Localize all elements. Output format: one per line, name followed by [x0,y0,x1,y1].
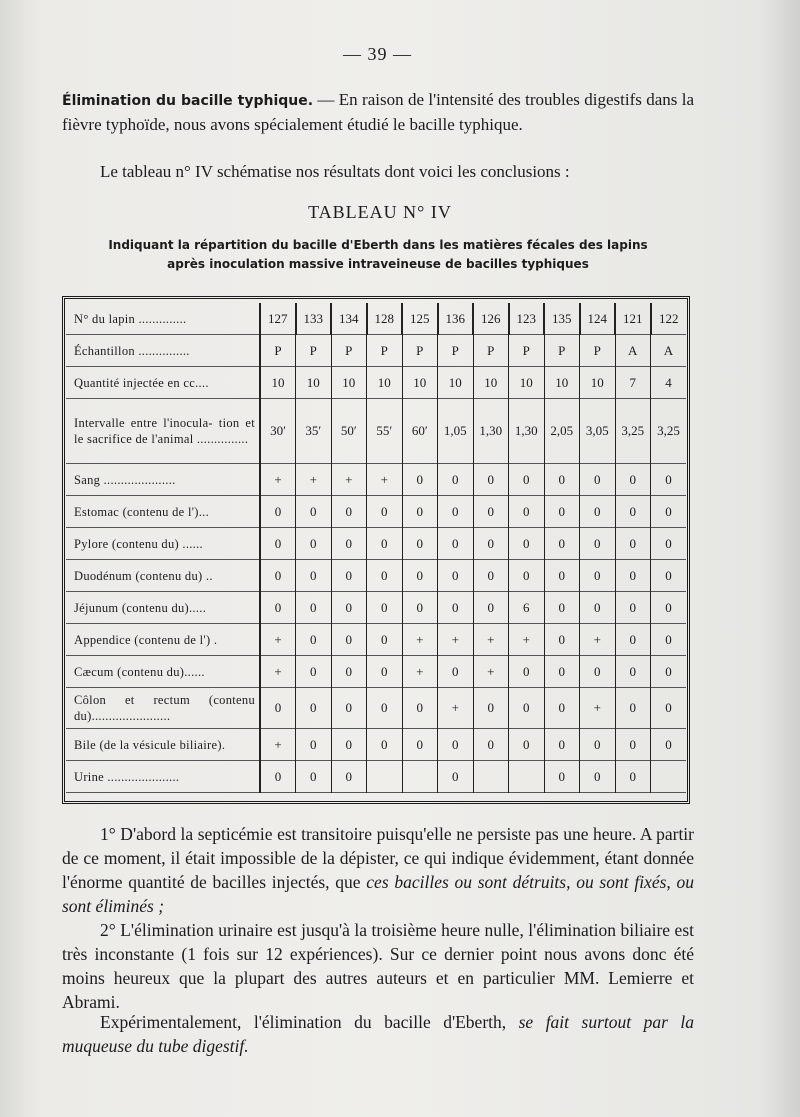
table-cell: 0 [260,592,296,624]
table-cell: 10 [438,367,474,399]
row-label: Pylore (contenu du) ...... [66,528,260,560]
table-cell: 10 [331,367,367,399]
table-cell: 0 [402,729,438,761]
table-cell: P [331,335,367,367]
conclusion-1-text: 1° D'abord la septicémie est transitoire puisqu'elle ne persiste pas une heure. A partir de ce moment, il était impossible de la dépister, ce qui indique évidemment, étant donnée l'énorme quantité de bacilles injectés, que [62,824,694,892]
table-cell: 55′ [367,399,403,464]
conclusion-3-text: Expérimentalement, l'élimination du bacille d'Eberth, [100,1012,519,1032]
table-cell: P [544,335,580,367]
row-label: Cæcum (contenu du)...... [66,656,260,688]
table-row [66,464,686,496]
table-cell: 0 [651,729,687,761]
table-cell: 0 [509,729,545,761]
table-cell: + [473,624,509,656]
table-cell: 0 [651,464,687,496]
table-row [66,496,686,528]
page-number: — 39 — [343,44,412,64]
table-cell: 0 [473,560,509,592]
table-cell: + [580,688,616,729]
table-cell: 0 [580,528,616,560]
table-cell: 0 [367,688,403,729]
table-cell: 0 [296,688,332,729]
table-cell: 0 [331,761,367,793]
table-cell: 10 [580,367,616,399]
conclusion-1-italic: ces bacilles ou sont détruits, ou sont fixés, ou sont éliminés ; [62,872,694,916]
table-cell: 0 [438,761,474,793]
table-cell: 0 [544,624,580,656]
table-cell: 0 [615,729,651,761]
table-cell: 0 [651,688,687,729]
table-cell: 3,25 [651,399,687,464]
table-cell: P [402,335,438,367]
table-cell: 0 [296,528,332,560]
table-row [66,688,686,729]
table-cell: 0 [580,729,616,761]
table-cell [367,761,403,793]
table-cell: 0 [331,729,367,761]
table-cell: P [473,335,509,367]
table-cell: 0 [580,761,616,793]
table-cell: 0 [509,560,545,592]
table-cell: 127 [260,303,296,335]
intro-line2: Le tableau n° IV schématise nos résultats dont voici les conclusions : [100,162,570,181]
table-cell: 0 [615,592,651,624]
section-heading: Élimination du bacille typhique. [62,93,314,109]
table-subtitle [62,236,694,274]
table-cell: 123 [509,303,545,335]
table-cell: 0 [509,688,545,729]
table-cell: + [438,688,474,729]
table-cell: 4 [651,367,687,399]
table-cell: P [296,335,332,367]
table-cell: 0 [438,729,474,761]
table-cell: 0 [331,528,367,560]
table-cell: 0 [544,761,580,793]
table-cell: 0 [544,560,580,592]
row-label: Intervalle entre l'inocula- tion et le sacrifice de l'animal ............... [66,399,260,464]
table-cell: 10 [509,367,545,399]
table-cell: + [473,656,509,688]
table-cell: 0 [438,592,474,624]
table-cell: 0 [260,560,296,592]
table-cell: 122 [651,303,687,335]
table-cell: 0 [367,496,403,528]
table-cell: 10 [367,367,403,399]
table-cell: 0 [296,496,332,528]
intro-paragraph [62,88,694,137]
table-cell: 0 [615,528,651,560]
table-cell: 0 [580,656,616,688]
table-cell: 0 [296,592,332,624]
table-cell [473,761,509,793]
table-cell: 0 [509,528,545,560]
table-cell: 0 [438,656,474,688]
row-label: Urine ..................... [66,761,260,793]
table-cell: 0 [473,464,509,496]
table-cell: 0 [402,592,438,624]
table-cell: 0 [296,656,332,688]
table-cell: 0 [473,688,509,729]
table-cell: 0 [580,592,616,624]
table-cell: 0 [544,656,580,688]
table-cell: 0 [615,688,651,729]
table-cell: 1,05 [438,399,474,464]
table-cell: 124 [580,303,616,335]
table-cell: 0 [651,560,687,592]
table-cell: + [402,656,438,688]
table-cell: 125 [402,303,438,335]
table-cell: 0 [260,761,296,793]
table-cell: 0 [615,761,651,793]
table-cell: 128 [367,303,403,335]
table-cell: 0 [331,656,367,688]
table-cell: 0 [367,624,403,656]
table-row [66,399,686,464]
table-row [66,592,686,624]
table-cell: 0 [615,624,651,656]
row-label: Jéjunum (contenu du)..... [66,592,260,624]
table-cell: 0 [331,496,367,528]
table-cell: 133 [296,303,332,335]
table-cell: + [260,656,296,688]
table-row [66,367,686,399]
table-cell: 60′ [402,399,438,464]
conclusion-3-italic: se fait surtout par la muqueuse du tube digestif. [62,1012,695,1056]
table-cell: + [580,624,616,656]
table-cell: 6 [509,592,545,624]
table-cell: 0 [367,656,403,688]
table-cell: 0 [615,496,651,528]
row-label: Bile (de la vésicule biliaire). [66,729,260,761]
row-label: Côlon et rectum (contenu du)....................... [66,688,260,729]
table-cell: 0 [331,688,367,729]
table-cell: 0 [544,688,580,729]
table-cell: 3,05 [580,399,616,464]
table-cell: 0 [615,656,651,688]
table-cell: + [509,624,545,656]
table-cell: 0 [509,656,545,688]
table-cell: 35′ [296,399,332,464]
conclusion-1 [62,822,694,918]
conclusion-2: 2° L'élimination urinaire est jusqu'à la troisième heure nulle, l'élimination biliaire est très inconstante (1 fois sur 12 expériences). Sur ce dernier point nous avons donc été moins heureux que la plupart des autres auteurs et en particulier MM. Lemierre et Abrami. [62,920,694,1012]
table-cell: 136 [438,303,474,335]
table-cell: P [509,335,545,367]
table-cell: 0 [580,496,616,528]
table-cell: 0 [438,464,474,496]
table-cell: 0 [651,528,687,560]
table-cell: + [367,464,403,496]
table-cell: 0 [438,560,474,592]
table-cell: 0 [296,761,332,793]
table-cell: 135 [544,303,580,335]
table-cell: 0 [615,560,651,592]
table-cell: 10 [260,367,296,399]
table-cell: 50′ [331,399,367,464]
table-cell: 0 [296,729,332,761]
table-cell: 0 [402,464,438,496]
row-label: Échantillon ............... [66,335,260,367]
table-cell: 10 [402,367,438,399]
table-cell: + [296,464,332,496]
table-cell: 126 [473,303,509,335]
table-cell: 0 [544,464,580,496]
table-cell: + [260,729,296,761]
table-cell: 0 [402,496,438,528]
table-cell: 1,30 [473,399,509,464]
table-row [66,335,686,367]
table-cell: + [438,624,474,656]
table-cell: 0 [580,464,616,496]
table-subtitle-line1: Indiquant la répartition du bacille d'Eberth dans les matières fécales des lapins [108,238,648,252]
table-cell: 0 [473,592,509,624]
table-cell: 0 [438,528,474,560]
table-cell: P [438,335,474,367]
table-cell: 0 [260,496,296,528]
row-label: Sang ..................... [66,464,260,496]
table-cell: 0 [260,528,296,560]
table-cell: 30′ [260,399,296,464]
table-cell: 0 [580,560,616,592]
table-cell: 0 [651,624,687,656]
table-cell: 0 [438,496,474,528]
row-label: N° du lapin .............. [66,303,260,335]
table-cell: 10 [544,367,580,399]
table-cell: 0 [367,528,403,560]
table-cell: 7 [615,367,651,399]
table-cell: A [651,335,687,367]
table-cell: + [402,624,438,656]
table-cell: 0 [402,560,438,592]
table-cell: 0 [296,560,332,592]
table-row [66,656,686,688]
table-cell: 0 [473,528,509,560]
table-cell: + [331,464,367,496]
table-cell: 0 [331,560,367,592]
table-cell: P [260,335,296,367]
table-cell: 0 [615,464,651,496]
table-cell: P [367,335,403,367]
row-label: Estomac (contenu de l')... [66,496,260,528]
row-label: Appendice (contenu de l') . [66,624,260,656]
table-cell: 0 [367,560,403,592]
table-cell: 0 [544,528,580,560]
table-cell: 0 [331,592,367,624]
table-cell [651,761,687,793]
table-cell: + [260,464,296,496]
table-cell [509,761,545,793]
table-cell: P [580,335,616,367]
conclusion-3 [62,1010,694,1058]
table-row [66,729,686,761]
table-row [66,624,686,656]
row-label: Quantité injectée en cc.... [66,367,260,399]
table-cell: 0 [544,496,580,528]
table-cell: 0 [544,592,580,624]
table-cell: 0 [367,729,403,761]
table-subtitle-line2: après inoculation massive intraveineuse de bacilles typhiques [167,257,589,271]
table-cell: 0 [651,592,687,624]
table-cell: 10 [296,367,332,399]
table-cell: 0 [473,496,509,528]
table-row [66,761,686,793]
table-cell: 134 [331,303,367,335]
table-cell: 0 [509,496,545,528]
table-cell: 121 [615,303,651,335]
table-row [66,303,686,335]
table-cell: 2,05 [544,399,580,464]
table-cell: 0 [402,528,438,560]
table-cell: 0 [509,464,545,496]
table-cell: 0 [296,624,332,656]
table-cell: 0 [544,729,580,761]
table-cell: 3,25 [615,399,651,464]
results-table [66,303,686,793]
table-cell: 0 [367,592,403,624]
table-cell: + [260,624,296,656]
table-cell: A [615,335,651,367]
table-row [66,528,686,560]
table-cell: 0 [651,656,687,688]
table-title: TABLEAU N° IV [308,202,452,222]
intro-text: — En raison de l'intensité des troubles digestifs dans la fièvre typhoïde, nous avons spécialement étudié le bacille typhique. [62,90,695,134]
table-cell [402,761,438,793]
table-cell: 1,30 [509,399,545,464]
table-cell: 0 [651,496,687,528]
table-cell: 0 [260,688,296,729]
table-cell: 10 [473,367,509,399]
table-cell: 0 [331,624,367,656]
row-label: Duodénum (contenu du) .. [66,560,260,592]
table-row [66,560,686,592]
table-cell: 0 [473,729,509,761]
table-cell: 0 [402,688,438,729]
